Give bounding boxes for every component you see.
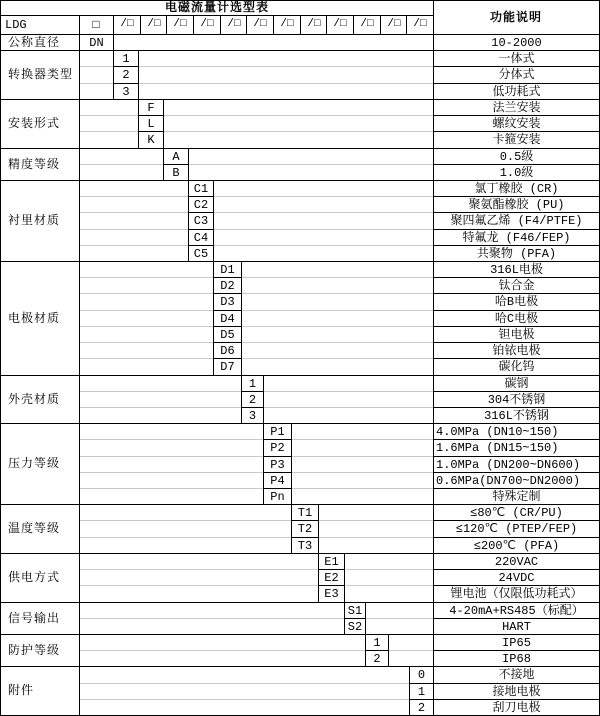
faint-grid-line xyxy=(79,537,433,538)
faint-grid-line xyxy=(79,245,433,246)
code-cell: D2 xyxy=(213,277,242,294)
section-label-2: 安装形式 xyxy=(1,100,79,148)
code-cell: L xyxy=(138,115,164,132)
function-row-line xyxy=(433,229,599,230)
function-cell: 220VAC xyxy=(434,554,599,569)
section-separator-line xyxy=(1,180,599,181)
section-separator-line xyxy=(1,99,599,100)
section-separator-line xyxy=(1,553,599,554)
function-row-line xyxy=(433,537,599,538)
section-separator-line xyxy=(1,602,599,603)
model-slot-cell: /□ xyxy=(406,15,433,34)
code-cell: 2 xyxy=(365,650,389,667)
function-cell: 聚四氟乙烯 (F4/PTFE) xyxy=(434,213,599,229)
section-separator-line xyxy=(1,261,599,262)
function-cell: 1.0级 xyxy=(434,165,599,180)
code-cell: 2 xyxy=(113,66,139,84)
section-separator-line xyxy=(1,34,599,35)
function-row-line xyxy=(433,585,599,586)
faint-grid-line xyxy=(79,456,433,457)
section-label-6: 外壳材质 xyxy=(1,376,79,423)
function-cell: ≤200℃ (PFA) xyxy=(434,538,599,553)
faint-grid-line xyxy=(79,310,433,311)
function-cell: 哈B电极 xyxy=(434,294,599,310)
function-cell: ≤80℃ (CR/PU) xyxy=(434,505,599,520)
function-row-line xyxy=(433,196,599,197)
section-label-9: 供电方式 xyxy=(1,554,79,602)
code-cell: S1 xyxy=(344,602,366,619)
code-cell: T1 xyxy=(291,504,319,521)
section-label-5: 电极材质 xyxy=(1,262,79,375)
code-cell: E2 xyxy=(318,569,345,586)
section-label-11: 防护等级 xyxy=(1,635,79,666)
faint-grid-line xyxy=(79,196,433,197)
code-cell: D3 xyxy=(213,293,242,311)
function-cell: 316L不锈钢 xyxy=(434,408,599,423)
code-cell: P4 xyxy=(263,472,292,489)
faint-grid-line xyxy=(79,569,433,570)
function-row-line xyxy=(433,66,599,67)
function-row-line xyxy=(433,391,599,392)
function-row-line xyxy=(433,520,599,521)
section-label-0: 公称直径 xyxy=(1,35,79,50)
function-cell: HART xyxy=(434,619,599,634)
function-cell: 铂铱电极 xyxy=(434,343,599,358)
code-cell: 1 xyxy=(241,375,264,392)
function-row-line xyxy=(433,326,599,327)
code-cell: B xyxy=(163,164,189,181)
section-separator-line xyxy=(1,666,599,667)
code-cell: 2 xyxy=(409,699,434,716)
model-slot-cell: /□ xyxy=(193,15,220,34)
function-row-line xyxy=(433,650,599,651)
function-cell: 0.5级 xyxy=(434,149,599,164)
faint-grid-line xyxy=(79,472,433,473)
function-cell: 0.6MPa(DN700~DN2000) xyxy=(434,473,599,488)
code-cell: P3 xyxy=(263,456,292,473)
model-slot-cell: /□ xyxy=(246,15,273,34)
title-bottom-line xyxy=(1,15,433,16)
code-cell: 1 xyxy=(113,50,139,67)
function-cell: 10-2000 xyxy=(434,35,599,50)
code-cell: C3 xyxy=(188,212,214,230)
model-slot-cell: /□ xyxy=(140,15,167,34)
function-row-line xyxy=(433,310,599,311)
function-cell: 分体式 xyxy=(434,67,599,83)
function-row-line xyxy=(433,699,599,700)
function-cell: ≤120℃ (PTEP/FEP) xyxy=(434,521,599,537)
faint-grid-line xyxy=(79,699,433,700)
function-row-line xyxy=(433,569,599,570)
function-cell: 锂电池（仅限低功耗式） xyxy=(434,586,599,602)
section-label-7: 压力等级 xyxy=(1,424,79,504)
model-slot-cell: /□ xyxy=(113,15,140,34)
function-row-line xyxy=(433,115,599,116)
function-row-line xyxy=(433,293,599,294)
function-cell: 法兰安装 xyxy=(434,100,599,115)
function-cell: 接地电极 xyxy=(434,684,599,699)
code-cell: F xyxy=(138,99,164,116)
code-cell: 1 xyxy=(409,683,434,700)
code-cell: 2 xyxy=(241,391,264,408)
section-separator-line xyxy=(1,504,599,505)
faint-grid-line xyxy=(79,618,433,619)
model-slot-cell: /□ xyxy=(380,15,407,34)
code-cell: Pn xyxy=(263,488,292,505)
section-label-12: 附件 xyxy=(1,667,79,715)
function-cell: 螺纹安装 xyxy=(434,116,599,131)
code-cell: P2 xyxy=(263,439,292,457)
function-cell: 304不锈钢 xyxy=(434,392,599,407)
table-title: 电磁流量计选型表 xyxy=(164,1,269,15)
function-cell: 24VDC xyxy=(434,570,599,585)
function-cell: 钛合金 xyxy=(434,278,599,293)
model-slot-cell: /□ xyxy=(353,15,380,34)
function-row-line xyxy=(433,277,599,278)
function-row-line xyxy=(433,245,599,246)
function-column-header: 功能说明 xyxy=(489,10,542,25)
faint-grid-line xyxy=(79,585,433,586)
function-cell: IP65 xyxy=(434,635,599,650)
code-cell: 3 xyxy=(113,83,139,100)
function-row-line xyxy=(433,407,599,408)
function-row-line xyxy=(433,358,599,359)
function-cell: 特殊定制 xyxy=(434,489,599,504)
code-cell: C2 xyxy=(188,196,214,213)
function-row-line xyxy=(433,456,599,457)
faint-grid-line xyxy=(79,326,433,327)
code-cell: E1 xyxy=(318,553,345,570)
faint-grid-line xyxy=(79,488,433,489)
code-cell: 0 xyxy=(409,666,434,684)
faint-grid-line xyxy=(79,277,433,278)
function-cell: 聚氨酯橡胶 (PU) xyxy=(434,197,599,212)
function-cell: IP68 xyxy=(434,651,599,666)
code-cell: 3 xyxy=(241,407,264,424)
function-row-line xyxy=(433,472,599,473)
function-cell: 4.0MPa (DN10~150) xyxy=(434,424,599,439)
function-cell: 卡箍安装 xyxy=(434,132,599,148)
code-cell: 1 xyxy=(365,634,389,651)
function-row-line xyxy=(433,212,599,213)
code-cell: P1 xyxy=(263,423,292,440)
code-cell: C4 xyxy=(188,229,214,246)
label-column-line xyxy=(79,15,80,715)
code-cell: D6 xyxy=(213,342,242,359)
faint-grid-line xyxy=(79,683,433,684)
function-row-line xyxy=(433,164,599,165)
function-row-line xyxy=(433,83,599,84)
function-cell: 氯丁橡胶 (CR) xyxy=(434,181,599,196)
faint-grid-line xyxy=(79,229,433,230)
section-label-8: 温度等级 xyxy=(1,505,79,553)
section-separator-line xyxy=(1,423,599,424)
section-separator-line xyxy=(1,634,599,635)
code-cell: C1 xyxy=(188,180,214,197)
faint-grid-line xyxy=(79,115,433,116)
function-row-line xyxy=(433,342,599,343)
function-cell: 低功耗式 xyxy=(434,84,599,99)
function-cell: 316L电极 xyxy=(434,262,599,277)
section-separator-line xyxy=(1,375,599,376)
section-separator-line xyxy=(1,148,599,149)
function-row-line xyxy=(433,131,599,132)
code-cell: C5 xyxy=(188,245,214,262)
model-slot-cell: /□ xyxy=(300,15,327,34)
function-cell: 1.6MPa (DN15~150) xyxy=(434,440,599,456)
model-slot-cell: /□ xyxy=(273,15,300,34)
function-row-line xyxy=(433,488,599,489)
model-slot-cell: /□ xyxy=(220,15,247,34)
faint-grid-line xyxy=(79,164,433,165)
function-cell: 一体式 xyxy=(434,51,599,66)
code-cell: K xyxy=(138,131,164,149)
model-box-cell: □ xyxy=(92,17,100,32)
code-cell: T2 xyxy=(291,520,319,538)
code-cell: D7 xyxy=(213,358,242,376)
function-cell: 4-20mA+RS485（标配） xyxy=(434,603,599,618)
code-cell: T3 xyxy=(291,537,319,554)
function-cell: 钽电极 xyxy=(434,327,599,342)
function-cell: 碳化钨 xyxy=(434,359,599,375)
function-row-line xyxy=(433,618,599,619)
faint-grid-line xyxy=(79,358,433,359)
section-label-1: 转换器类型 xyxy=(1,51,79,99)
function-cell: 特氟龙 (F46/FEP) xyxy=(434,230,599,245)
faint-grid-line xyxy=(79,342,433,343)
code-cell: D4 xyxy=(213,310,242,327)
function-row-line xyxy=(433,439,599,440)
function-cell: 共聚物 (PFA) xyxy=(434,246,599,261)
code-cell: E3 xyxy=(318,585,345,603)
section-label-10: 信号输出 xyxy=(1,603,79,634)
function-column-line xyxy=(433,1,434,715)
faint-grid-line xyxy=(79,293,433,294)
code-cell: S2 xyxy=(344,618,366,635)
function-row-line xyxy=(433,683,599,684)
section-label-4: 衬里材质 xyxy=(1,181,79,261)
faint-grid-line xyxy=(79,439,433,440)
function-cell: 不接地 xyxy=(434,667,599,683)
function-cell: 1.0MPa (DN200~DN600) xyxy=(434,457,599,472)
faint-grid-line xyxy=(79,131,433,132)
model-slot-cell: /□ xyxy=(326,15,353,34)
faint-grid-line xyxy=(79,212,433,213)
model-slot-cell: /□ xyxy=(166,15,193,34)
section-label-3: 精度等级 xyxy=(1,149,79,180)
function-cell: 刮刀电极 xyxy=(434,700,599,715)
function-cell: 碳钢 xyxy=(434,376,599,391)
faint-grid-line xyxy=(79,520,433,521)
code-cell: A xyxy=(163,148,189,165)
code-cell: DN xyxy=(79,34,114,51)
code-cell: D1 xyxy=(213,261,242,278)
section-separator-line xyxy=(1,50,599,51)
model-prefix-cell: LDG xyxy=(5,17,27,32)
code-cell: D5 xyxy=(213,326,242,343)
function-cell: 哈C电极 xyxy=(434,311,599,326)
